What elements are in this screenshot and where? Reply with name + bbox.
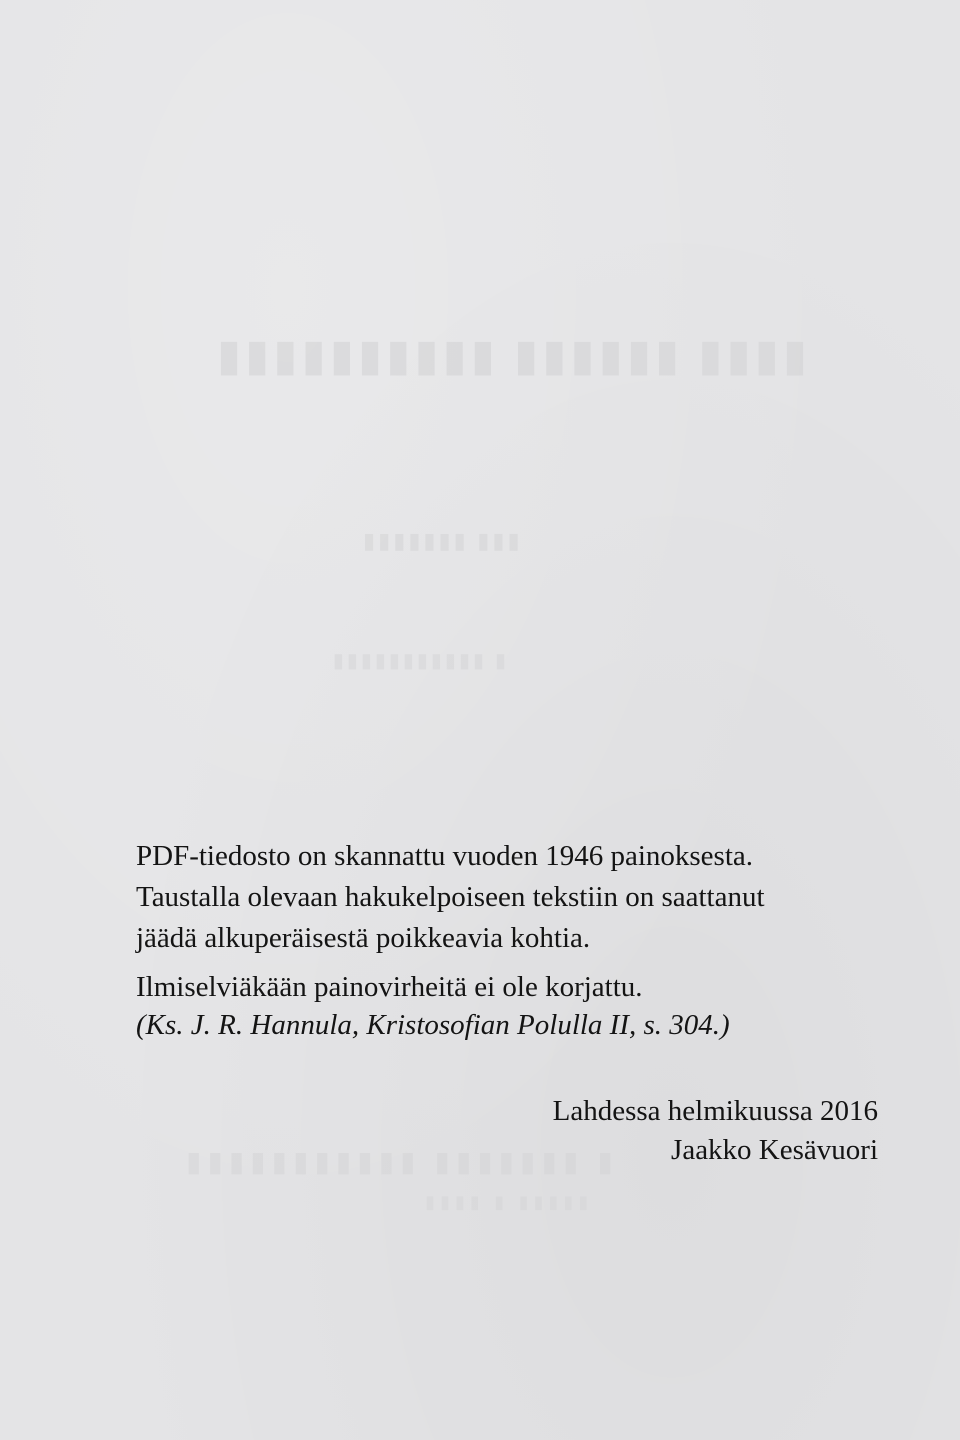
typos-notice: Ilmiselviäkään painovirheitä ei ole korjattu. bbox=[136, 971, 643, 1003]
show-through-marks: ▮▮▮▮▮ ▮ ▮▮▮▮ bbox=[420, 1192, 589, 1212]
reference-citation: (Ks. J. R. Hannula, Kristosofian Polulla II, s. 304.) bbox=[136, 1009, 730, 1041]
show-through-marks: ▮ ▮▮▮▮▮▮▮▮▮▮▮ bbox=[330, 650, 507, 672]
show-through-marks: ▮ ▮▮▮▮▮▮▮ ▮▮▮▮▮▮▮▮▮▮▮ bbox=[180, 1147, 613, 1178]
author-name: Jaakko Kesävuori bbox=[671, 1134, 878, 1166]
show-through-marks: ▮▮▮ ▮▮▮▮▮▮▮ bbox=[360, 528, 520, 553]
signature-block bbox=[553, 1092, 878, 1170]
notice-line: PDF-tiedosto on skannattu vuoden 1946 painoksesta. bbox=[136, 840, 754, 872]
scan-notice bbox=[136, 836, 896, 1042]
notice-line: jäädä alkuperäisestä poikkeavia kohtia. bbox=[136, 922, 591, 954]
show-through-marks: ▮▮▮▮ ▮▮▮▮▮▮ ▮▮▮▮▮▮▮▮▮▮ bbox=[212, 331, 808, 380]
place-date: Lahdessa helmikuussa 2016 bbox=[552, 1095, 878, 1127]
notice-line: Taustalla olevaan hakukelpoiseen tekstiin on saattanut bbox=[136, 881, 765, 913]
